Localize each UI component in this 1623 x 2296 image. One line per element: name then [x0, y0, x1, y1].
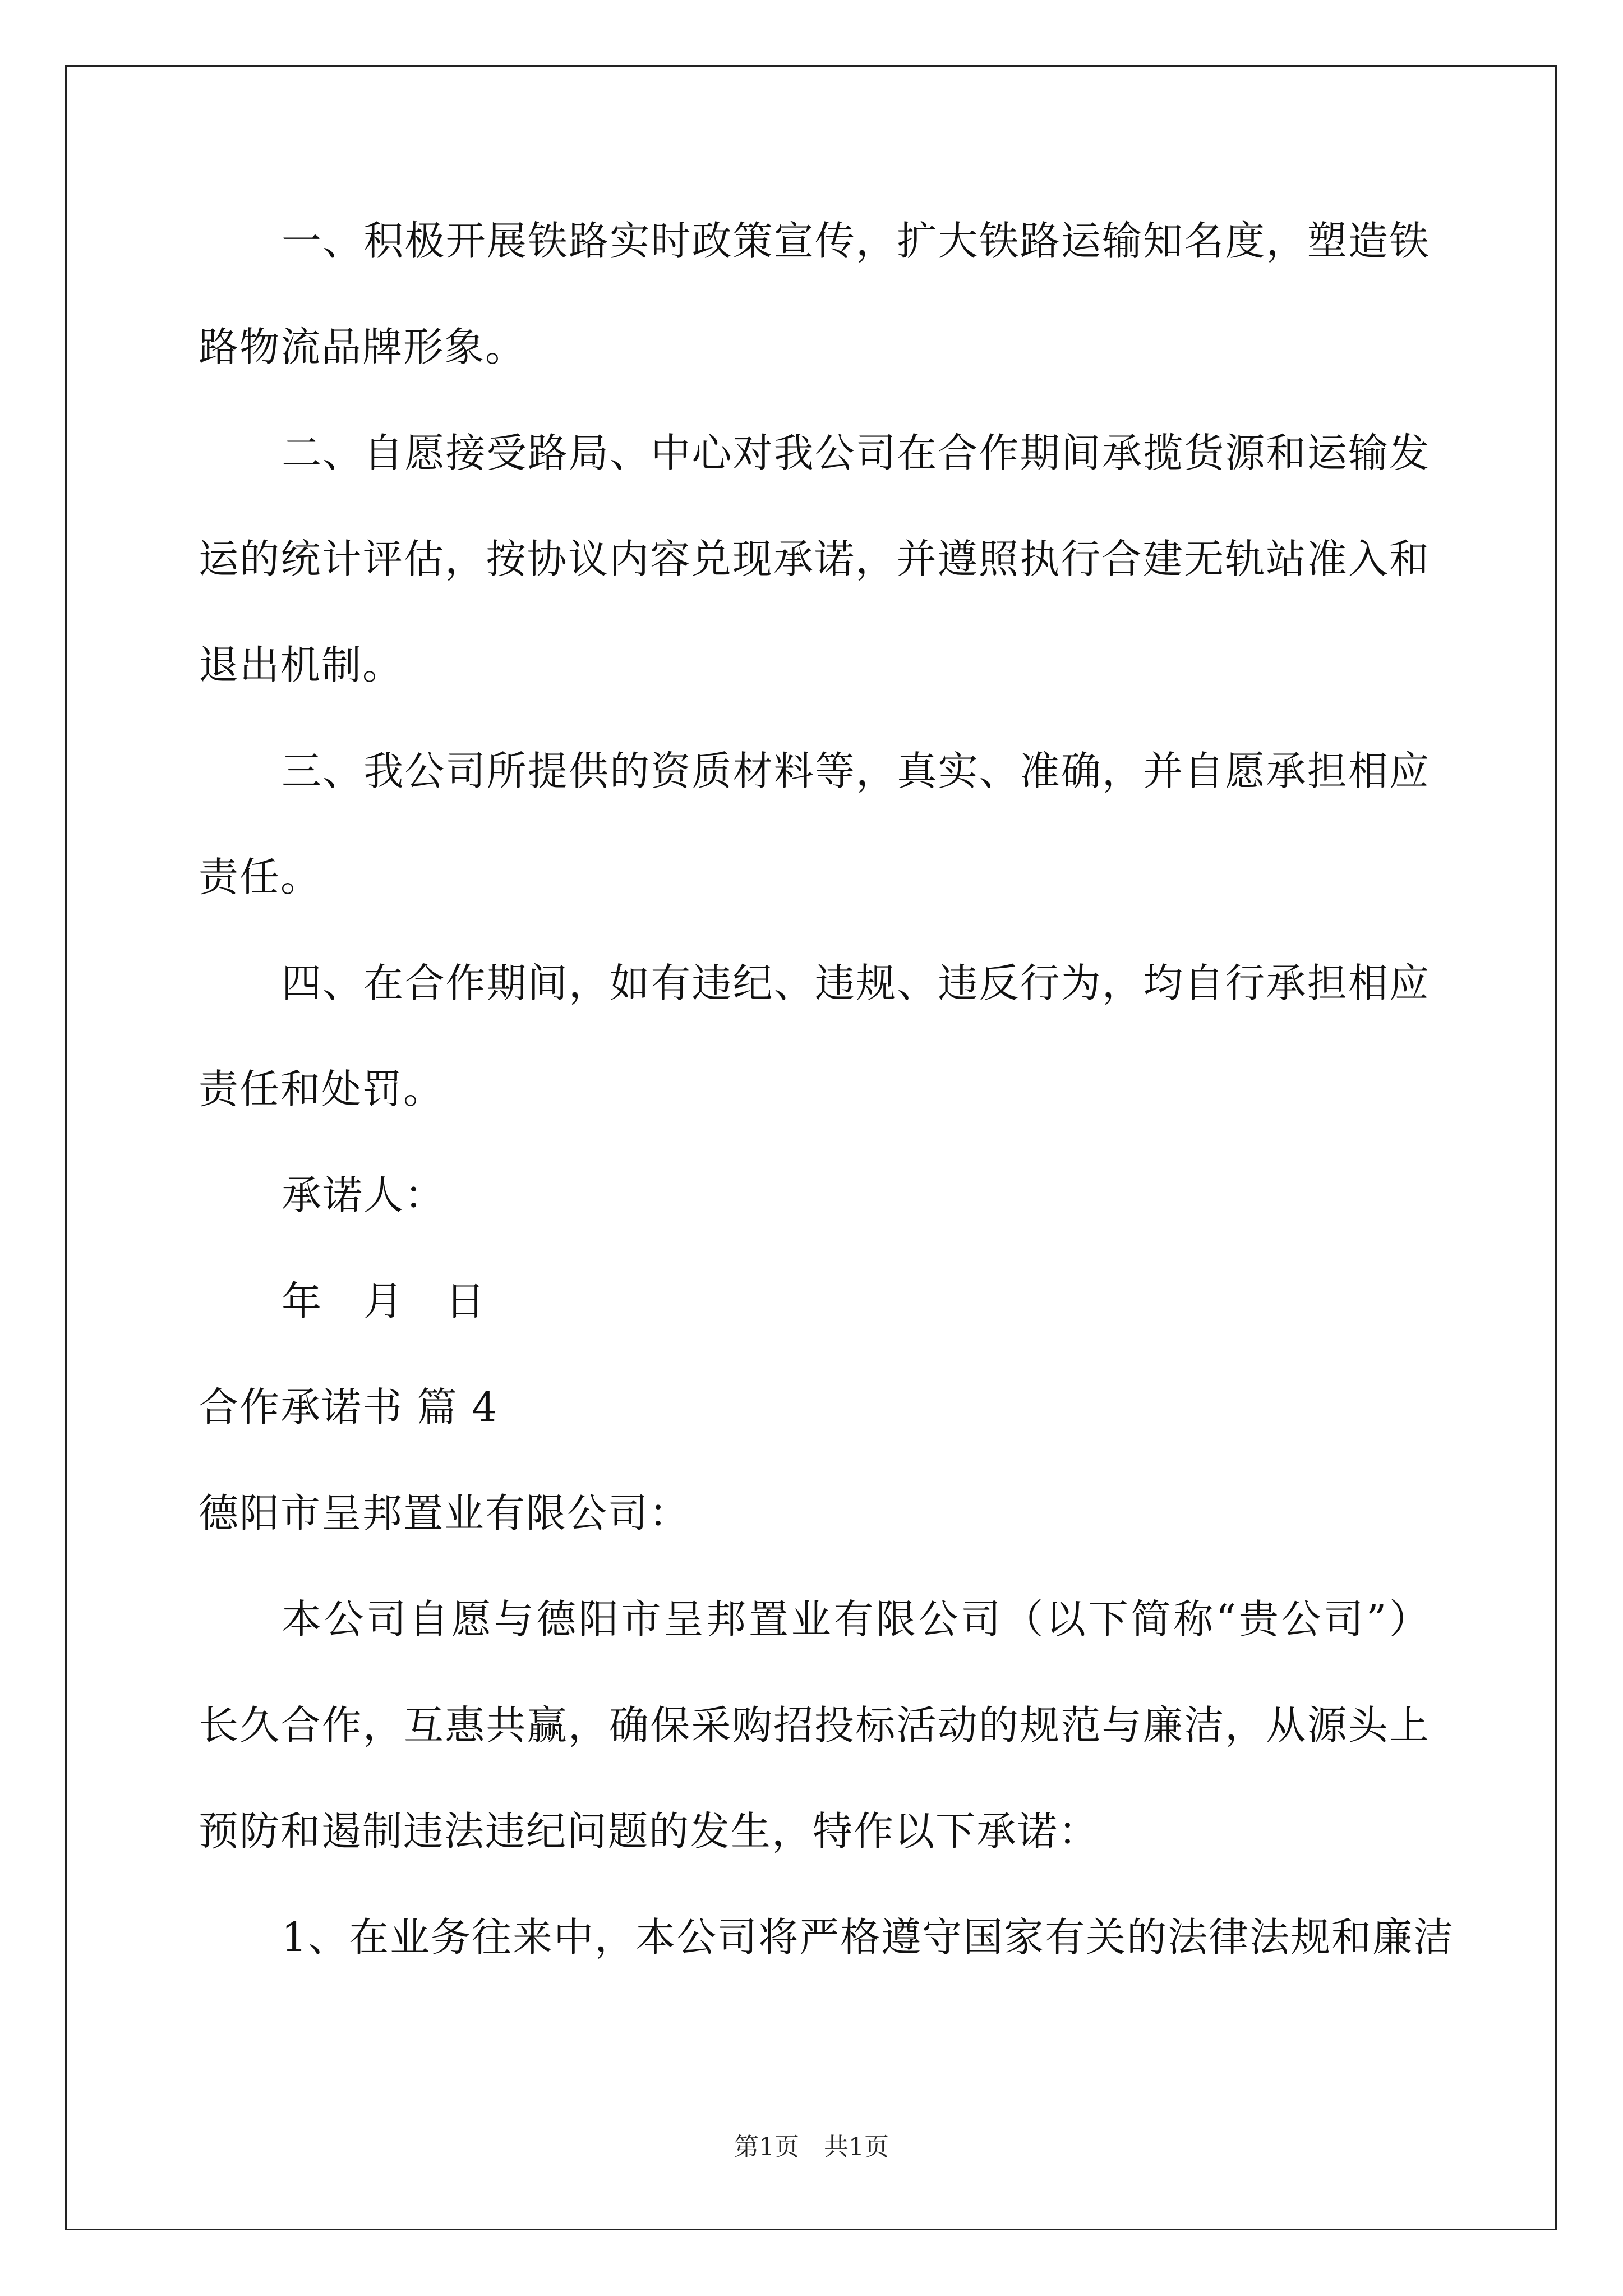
paragraph-3-line-2: 责任。	[199, 854, 322, 900]
paragraph-1-line-1: 一、积极开展铁路实时政策宣传，扩大铁路运输知名度，塑造铁	[282, 218, 1430, 264]
paragraph-5-line-3: 预防和遏制违法违纪问题的发生，特作以下承诺：	[199, 1808, 1100, 1855]
paragraph-4-line-1: 四、在合作期间，如有违纪、违规、违反行为，均自行承担相应	[282, 960, 1430, 1006]
paragraph-2-line-2: 运的统计评估，按协议内容兑现承诺，并遵照执行合建无轨站准入和	[199, 536, 1430, 582]
page-border	[65, 65, 1557, 2230]
paragraph-1-line-2: 路物流品牌形象。	[199, 324, 527, 370]
paragraph-2-line-1: 二、自愿接受路局、中心对我公司在合作期间承揽货源和运输发	[282, 430, 1430, 476]
paragraph-5-line-1: 本公司自愿与德阳市呈邦置业有限公司（以下简称“贵公司”）	[282, 1596, 1430, 1642]
promisor-label: 承诺人：	[282, 1172, 446, 1218]
date-label: 年 月 日	[282, 1278, 487, 1324]
page-footer: 第1页 共1页	[734, 2133, 889, 2161]
addressee: 德阳市呈邦置业有限公司：	[199, 1490, 690, 1536]
paragraph-4-line-2: 责任和处罚。	[199, 1066, 445, 1112]
paragraph-3-line-1: 三、我公司所提供的资质材料等，真实、准确，并自愿承担相应	[282, 748, 1430, 794]
paragraph-5-line-2: 长久合作，互惠共赢，确保采购招投标活动的规范与廉洁，从源头上	[199, 1702, 1430, 1749]
paragraph-2-line-3: 退出机制。	[199, 642, 404, 688]
section-title: 合作承诺书 篇 4	[199, 1384, 499, 1430]
paragraph-6-line-1: 1、在业务往来中，本公司将严格遵守国家有关的法律法规和廉洁	[282, 1914, 1455, 1961]
